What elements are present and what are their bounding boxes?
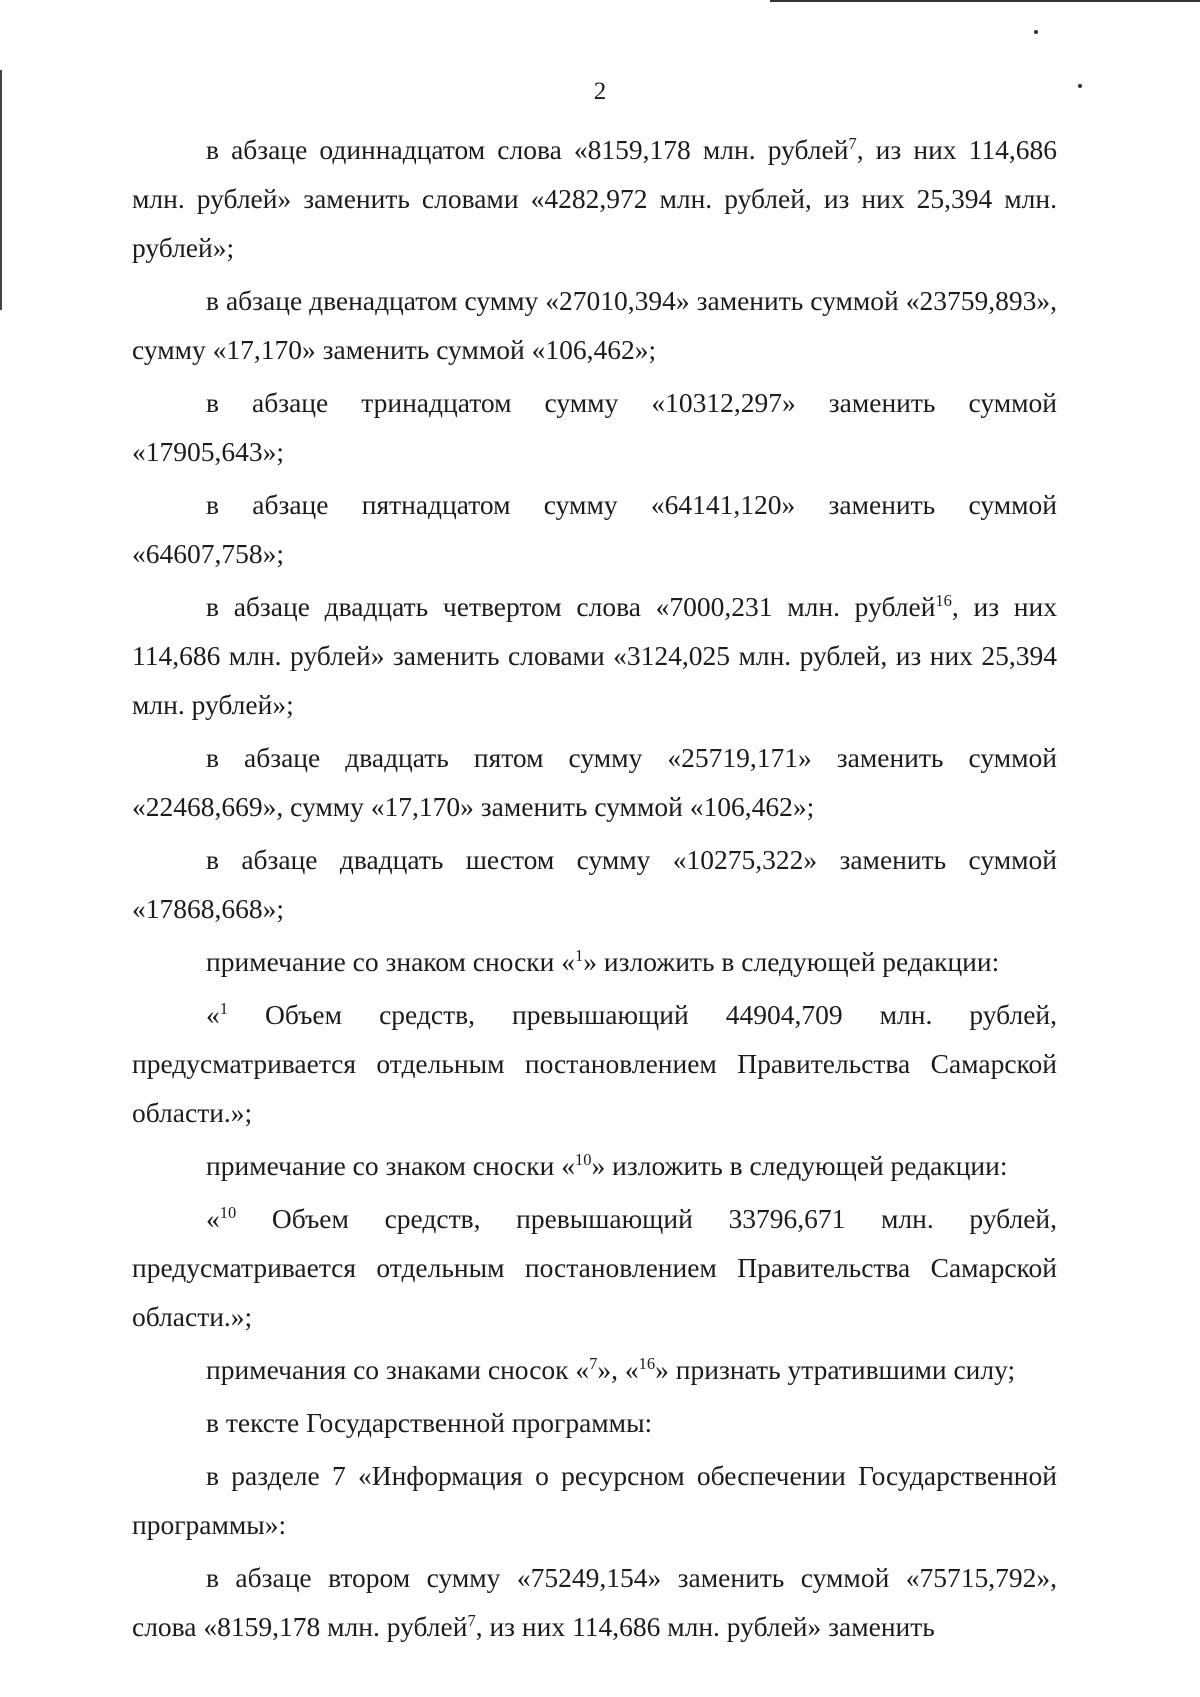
paragraph-2: в абзаце двенадцатом сумму «27010,394» заменить суммой «23759,893», сумму «17,170» заменить суммой «106,462»; — [132, 285, 1057, 365]
paragraph-13: в тексте Государственной программы: — [206, 1407, 653, 1438]
footnote-mark: 7 — [589, 1353, 598, 1373]
footnote-mark: 1 — [219, 998, 228, 1018]
paragraph-9: «$^1$ Объем средств, превышающий 44904,709 млн. рублей, предусматривается отдельным постановлением Правительства Самарской области.»; — [132, 998, 1057, 1128]
paragraph-11: «$^{10}$ Объем средств, превышающий 33796,671 млн. рублей, предусматривается отдельным постановлением Правительства Самарской области.»; — [132, 1202, 1057, 1332]
footnote-mark: 7 — [467, 1610, 476, 1630]
footnote-mark: 10 — [219, 1202, 237, 1222]
document-body — [132, 125, 1057, 1651]
scan-edge-line-left — [0, 70, 2, 310]
paragraph-6: в абзаце двадцать пятом сумму «25719,171» заменить суммой «22468,669», сумму «17,170» заменить суммой «106,462»; — [132, 742, 1057, 822]
paragraph-4: в абзаце пятнадцатом сумму «64141,120» заменить суммой «64607,758»; — [132, 489, 1057, 569]
paragraph-7: в абзаце двадцать шестом сумму «10275,322» заменить суммой «17868,668»; — [132, 844, 1057, 924]
paragraph-15: в абзаце втором сумму «75249,154» заменить суммой «75715,792», слова «8159,178 млн. рублей$^7$, из них 114,686 млн. рублей» заменить — [132, 1562, 1057, 1642]
footnote-mark: 7 — [848, 133, 857, 153]
footnote-mark: 16 — [935, 590, 952, 610]
paragraph-1: в абзаце одиннадцатом слова «8159,178 млн. рублей$^7$, из них 114,686 млн. рублей» заменить словами «4282,972 млн. рублей, из них 25,394 млн. рублей»; — [132, 133, 1057, 263]
paragraph-12: примечания со знаками сносок «$^7$», «$^{16}$» признать утратившими силу; — [206, 1353, 1016, 1385]
paragraph-3: в абзаце тринадцатом сумму «10312,297» заменить суммой «17905,643»; — [132, 387, 1057, 467]
footnote-mark: 1 — [575, 945, 584, 965]
paragraph-5: в абзаце двадцать четвертом слова «7000,231 млн. рублей$^{16}$, из них 114,686 млн. рублей» заменить словами «3124,025 млн. рублей, из них 25,394 млн. рублей»; — [132, 590, 1057, 720]
paragraph-10: примечание со знаком сноски «$^{10}$» изложить в следующей редакции: — [206, 1149, 1008, 1181]
paragraph-14: в разделе 7 «Информация о ресурсном обеспечении Государственной программы»: — [132, 1460, 1057, 1540]
scan-edge-line — [770, 0, 1200, 2]
footnote-mark: 10 — [575, 1149, 592, 1169]
page-number: 2 — [593, 78, 607, 105]
footnote-mark: 16 — [638, 1353, 656, 1373]
paragraph-8: примечание со знаком сноски «$^1$» изложить в следующей редакции: — [206, 945, 1000, 977]
scan-speck — [1034, 30, 1038, 34]
